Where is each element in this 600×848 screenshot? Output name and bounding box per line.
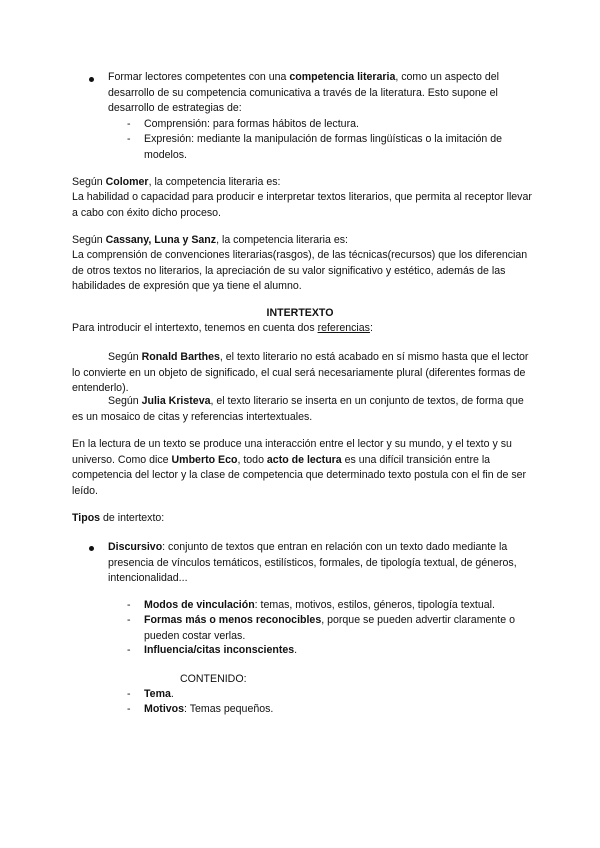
intro-post: : [369,322,373,334]
contenido-label: CONTENIDO: [180,673,247,685]
bullet1-bold: competencia literaria [289,71,396,83]
sub-expresion: Expresión: mediante la manipulación de formas lingüísticas o la imitación de modelos. [144,133,503,161]
bullet-dot [89,77,94,82]
dash-glyph: - [127,133,131,145]
eco-paragraph [72,437,532,499]
dash-glyph: - [127,118,131,130]
modos-post: : temas, motivos, estilos, géneros, tipología textual. [254,599,495,611]
discursivo-post: : conjunto de textos que entran en relación con un texto dado mediante la presencia de vínculos temáticos, estilísticos, formales, de tipología textual, de géneros, intencionalidad... [108,541,517,585]
tipos-post: de intertexto: [100,512,165,524]
colomer-post: , la competencia literaria es: [148,176,281,188]
motivos-post: : Temas pequeños. [184,703,274,715]
modos-bold: Modos de vinculación [144,599,255,611]
eco-pre: En la lectura de un texto se produce una interacción entre el lector y su mundo, y el texto y su universo. Como dice [72,438,512,466]
dash-glyph: - [127,644,131,656]
dash-glyph: - [127,688,131,700]
sub-comprension: Comprensión: para formas hábitos de lectura. [144,118,359,130]
tema-post: . [170,688,174,700]
cassany-names: Cassany, Luna y Sanz [105,234,217,246]
intro-pre: Para introducir el intertexto, tenemos en cuenta dos [72,322,318,334]
acto-de-lectura: acto de lectura [266,453,342,466]
formas-post: , porque se pueden advertir claramente o pueden costar verlas. [144,614,515,642]
influencia-post: . [294,644,298,656]
cassany-post: , la competencia literaria es: [216,234,348,246]
barthes-paragraph [72,350,532,397]
colomer-pre: Según [72,176,106,188]
bullet1-pre: Formar lectores competentes con una [108,71,290,83]
sub-influencia [144,643,530,659]
dash-glyph: - [127,614,131,626]
bullet-competencia-literaria [108,70,528,117]
sub-formas [144,613,530,644]
bullet-dot [89,546,94,551]
intertexto-heading [72,306,528,322]
barthes-name: Ronald Barthes [141,351,220,363]
dash-glyph: - [127,703,131,715]
sub-motivos [144,702,524,718]
influencia-bold: Influencia/citas inconscientes [144,644,295,656]
kristeva-name: Julia Kristeva [141,395,211,407]
tema-bold: Tema [144,688,171,700]
cassany-heading [72,233,532,249]
bullet-discursivo [108,540,530,587]
intertexto-intro [72,321,532,337]
sub-modos [144,598,530,614]
colomer-definition: La habilidad o capacidad para producir e interpretar textos literarios, que permita al receptor llevar a cabo con éxito dicho proceso. [72,191,532,219]
eco-mid: , todo [237,453,267,466]
eco-post: es una difícil transición entre la competencia del lector y la clase de competencia que determinado texto postula con el fin de ser leído. [72,453,527,497]
barthes-pre: Según [108,351,142,363]
barthes-post: , el texto literario no está acabado en sí mismo hasta que el lector lo convierte en un objeto de significado, el cual será necesariamente plural (diferentes formas de entenderlo). [72,351,529,395]
tipos-bold: Tipos [72,512,101,524]
cassany-pre: Según [72,234,106,246]
colomer-name: Colomer [105,176,149,188]
intertexto-title: INTERTEXTO [266,307,334,319]
kristeva-pre: Según [108,395,142,407]
motivos-bold: Motivos [144,703,185,715]
dash-glyph: - [127,599,131,611]
kristeva-post: , el texto literario se inserta en un conjunto de textos, de forma que es un mosaico de citas y referencias intertextuales. [72,395,524,423]
eco-name: Umberto Eco [171,453,238,466]
sub-tema [144,687,524,703]
intro-referencias: referencias [317,322,370,334]
bullet1-post: , como un aspecto del desarrollo de su competencia comunicativa a través de la literatura. Esto supone el desarrollo de estrategias de: [108,71,499,115]
tipos-label [72,511,532,527]
kristeva-paragraph [72,394,532,425]
colomer-heading [72,175,532,191]
cassany-definition: La comprensión de convenciones literarias(rasgos), de las técnicas(recursos) que los diferencian de otros textos no literarios, la apreciación de su valor significativo y estético, además de las habilidades de expresión que ya tiene el alumno. [72,249,528,293]
formas-bold: Formas más o menos reconocibles [144,614,322,626]
discursivo-bold: Discursivo [108,541,163,553]
